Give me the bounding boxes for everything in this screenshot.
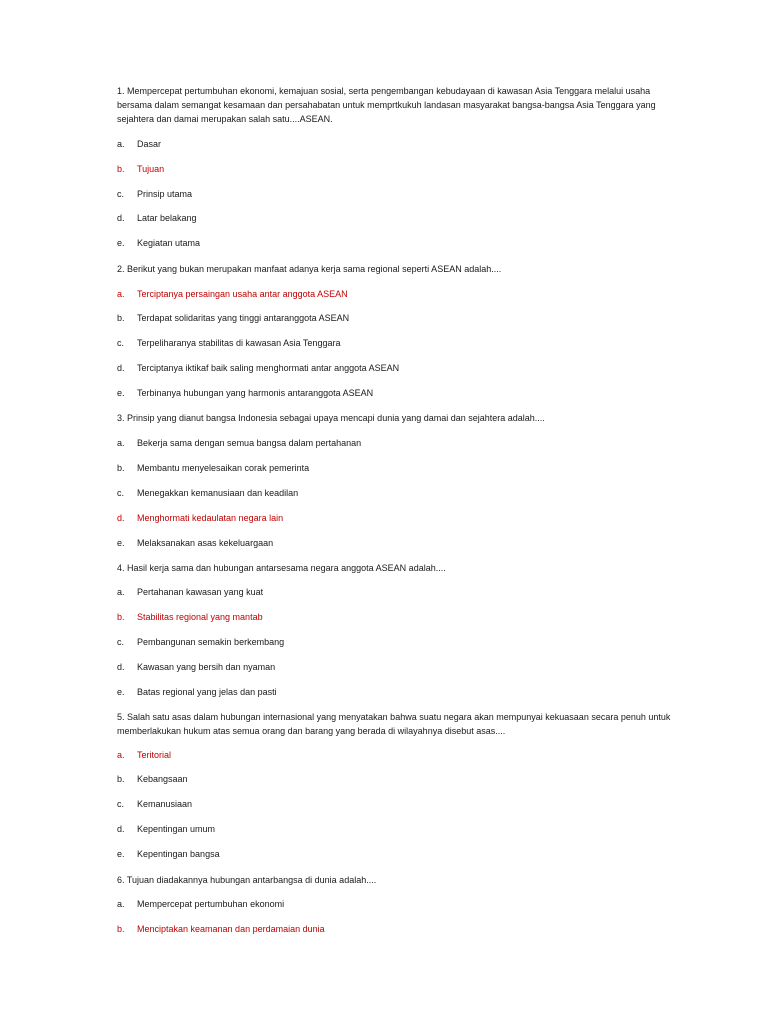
- question-6-option-a: [117, 898, 284, 910]
- option-text: Terbinanya hubungan yang harmonis antaranggota ASEAN: [137, 388, 374, 398]
- question-6-option-b: [117, 923, 325, 935]
- question-2-option-c: [117, 337, 340, 349]
- option-text: Menciptakan keamanan dan perdamaian dunia: [137, 924, 325, 934]
- option-letter: a.: [117, 587, 125, 597]
- option-text: Pembangunan semakin berkembang: [137, 637, 285, 647]
- question-3-option-e: [117, 537, 273, 549]
- option-text: Stabilitas regional yang mantab: [137, 612, 263, 622]
- question-4-option-e: [117, 686, 277, 698]
- option-text: Kepentingan bangsa: [137, 849, 220, 859]
- option-letter: a.: [117, 438, 125, 448]
- option-letter: e.: [117, 849, 125, 859]
- option-text: Menghormati kedaulatan negara lain: [137, 513, 284, 523]
- option-letter: b.: [117, 924, 125, 934]
- option-text: Menegakkan kemanusiaan dan keadilan: [137, 488, 299, 498]
- question-4-option-c: [117, 636, 284, 648]
- option-text: Batas regional yang jelas dan pasti: [137, 687, 277, 697]
- option-letter: c.: [117, 488, 125, 498]
- option-letter: a.: [117, 899, 125, 909]
- option-letter: b.: [117, 774, 125, 784]
- question-2-option-b: [117, 312, 349, 324]
- option-text: Kegiatan utama: [137, 238, 201, 248]
- option-text: Bekerja sama dengan semua bangsa dalam pertahanan: [137, 438, 362, 448]
- option-letter: e.: [117, 238, 125, 248]
- option-text: Kawasan yang bersih dan nyaman: [137, 662, 276, 672]
- option-letter: a.: [117, 750, 125, 760]
- question-1-option-e: [117, 237, 200, 249]
- question-3-option-b: [117, 462, 309, 474]
- option-text: Membantu menyelesaikan corak pemerinta: [137, 463, 310, 473]
- question-4-option-a: [117, 586, 263, 598]
- option-letter: d.: [117, 824, 125, 834]
- question-2-option-a: [117, 288, 348, 300]
- option-letter: b.: [117, 463, 125, 473]
- option-text: Tujuan: [137, 164, 165, 174]
- question-3-text: 3. Prinsip yang dianut bangsa Indonesia sebagai upaya mencapi dunia yang damai dan sejahtera adalah....: [117, 413, 545, 423]
- question-5-option-c: [117, 798, 192, 810]
- option-text: Kemanusiaan: [137, 799, 193, 809]
- question-3-option-d: [117, 512, 283, 524]
- option-letter: d.: [117, 213, 125, 223]
- question-1-option-a: [117, 138, 161, 150]
- question-5-option-a: [117, 749, 171, 761]
- option-text: Melaksanakan asas kekeluargaan: [137, 538, 274, 548]
- option-letter: b.: [117, 164, 125, 174]
- question-2-option-e: [117, 387, 373, 399]
- option-letter: d.: [117, 363, 125, 373]
- question-5-text: 5. Salah satu asas dalam hubungan internasional yang menyatakan bahwa suatu negara akan mempunyai kekuasaan secara penuh untuk memberlakukan hukum atas semua orang dan barang yang berada di wilayahnya disebut asas....: [117, 712, 671, 736]
- question-1-option-d: [117, 212, 197, 224]
- question-2-option-d: [117, 362, 399, 374]
- option-text: Pertahanan kawasan yang kuat: [137, 587, 264, 597]
- option-letter: d.: [117, 662, 125, 672]
- option-letter: c.: [117, 189, 125, 199]
- option-letter: c.: [117, 338, 125, 348]
- option-letter: c.: [117, 637, 125, 647]
- option-text: Terdapat solidaritas yang tinggi antaranggota ASEAN: [137, 313, 350, 323]
- question-1-option-b: [117, 163, 164, 175]
- question-5-option-b: [117, 773, 188, 785]
- question-1-text: 1. Mempercepat pertumbuhan ekonomi, kemajuan sosial, serta pengembangan kebudayaan di kawasan Asia Tenggara melalui usaha bersama dalam semangat kesamaan dan persahabatan untuk memprtkukuh landasan masyarakat bangsa-bangsa Asia Tenggara yang sejahtera dan damai merupakan salah satu....ASEAN.: [117, 86, 656, 124]
- option-letter: e.: [117, 388, 125, 398]
- option-letter: e.: [117, 687, 125, 697]
- option-letter: d.: [117, 513, 125, 523]
- option-text: Dasar: [137, 139, 162, 149]
- option-letter: b.: [117, 313, 125, 323]
- question-4-text: 4. Hasil kerja sama dan hubungan antarsesama negara anggota ASEAN adalah....: [117, 563, 446, 573]
- option-letter: c.: [117, 799, 125, 809]
- option-text: Latar belakang: [137, 213, 197, 223]
- question-1-option-c: [117, 188, 192, 200]
- option-letter: a.: [117, 139, 125, 149]
- option-text: Kebangsaan: [137, 774, 188, 784]
- question-3-option-c: [117, 487, 298, 499]
- question-3-option-a: [117, 437, 361, 449]
- option-text: Teritorial: [137, 750, 172, 760]
- question-6-text: 6. Tujuan diadakannya hubungan antarbangsa di dunia adalah....: [117, 875, 377, 885]
- option-text: Kepentingan umum: [137, 824, 216, 834]
- option-text: Mempercepat pertumbuhan ekonomi: [137, 899, 285, 909]
- option-letter: e.: [117, 538, 125, 548]
- option-text: Terciptanya iktikaf baik saling menghormati antar anggota ASEAN: [137, 363, 400, 373]
- option-text: Prinsip utama: [137, 189, 193, 199]
- question-5-option-d: [117, 823, 215, 835]
- question-5-option-e: [117, 848, 220, 860]
- option-letter: a.: [117, 289, 125, 299]
- question-2-text: 2. Berikut yang bukan merupakan manfaat adanya kerja sama regional seperti ASEAN adalah....: [117, 264, 502, 274]
- question-4-option-b: [117, 611, 263, 623]
- option-text: Terciptanya persaingan usaha antar anggota ASEAN: [137, 289, 348, 299]
- option-letter: b.: [117, 612, 125, 622]
- question-4-option-d: [117, 661, 275, 673]
- option-text: Terpeliharanya stabilitas di kawasan Asia Tenggara: [137, 338, 341, 348]
